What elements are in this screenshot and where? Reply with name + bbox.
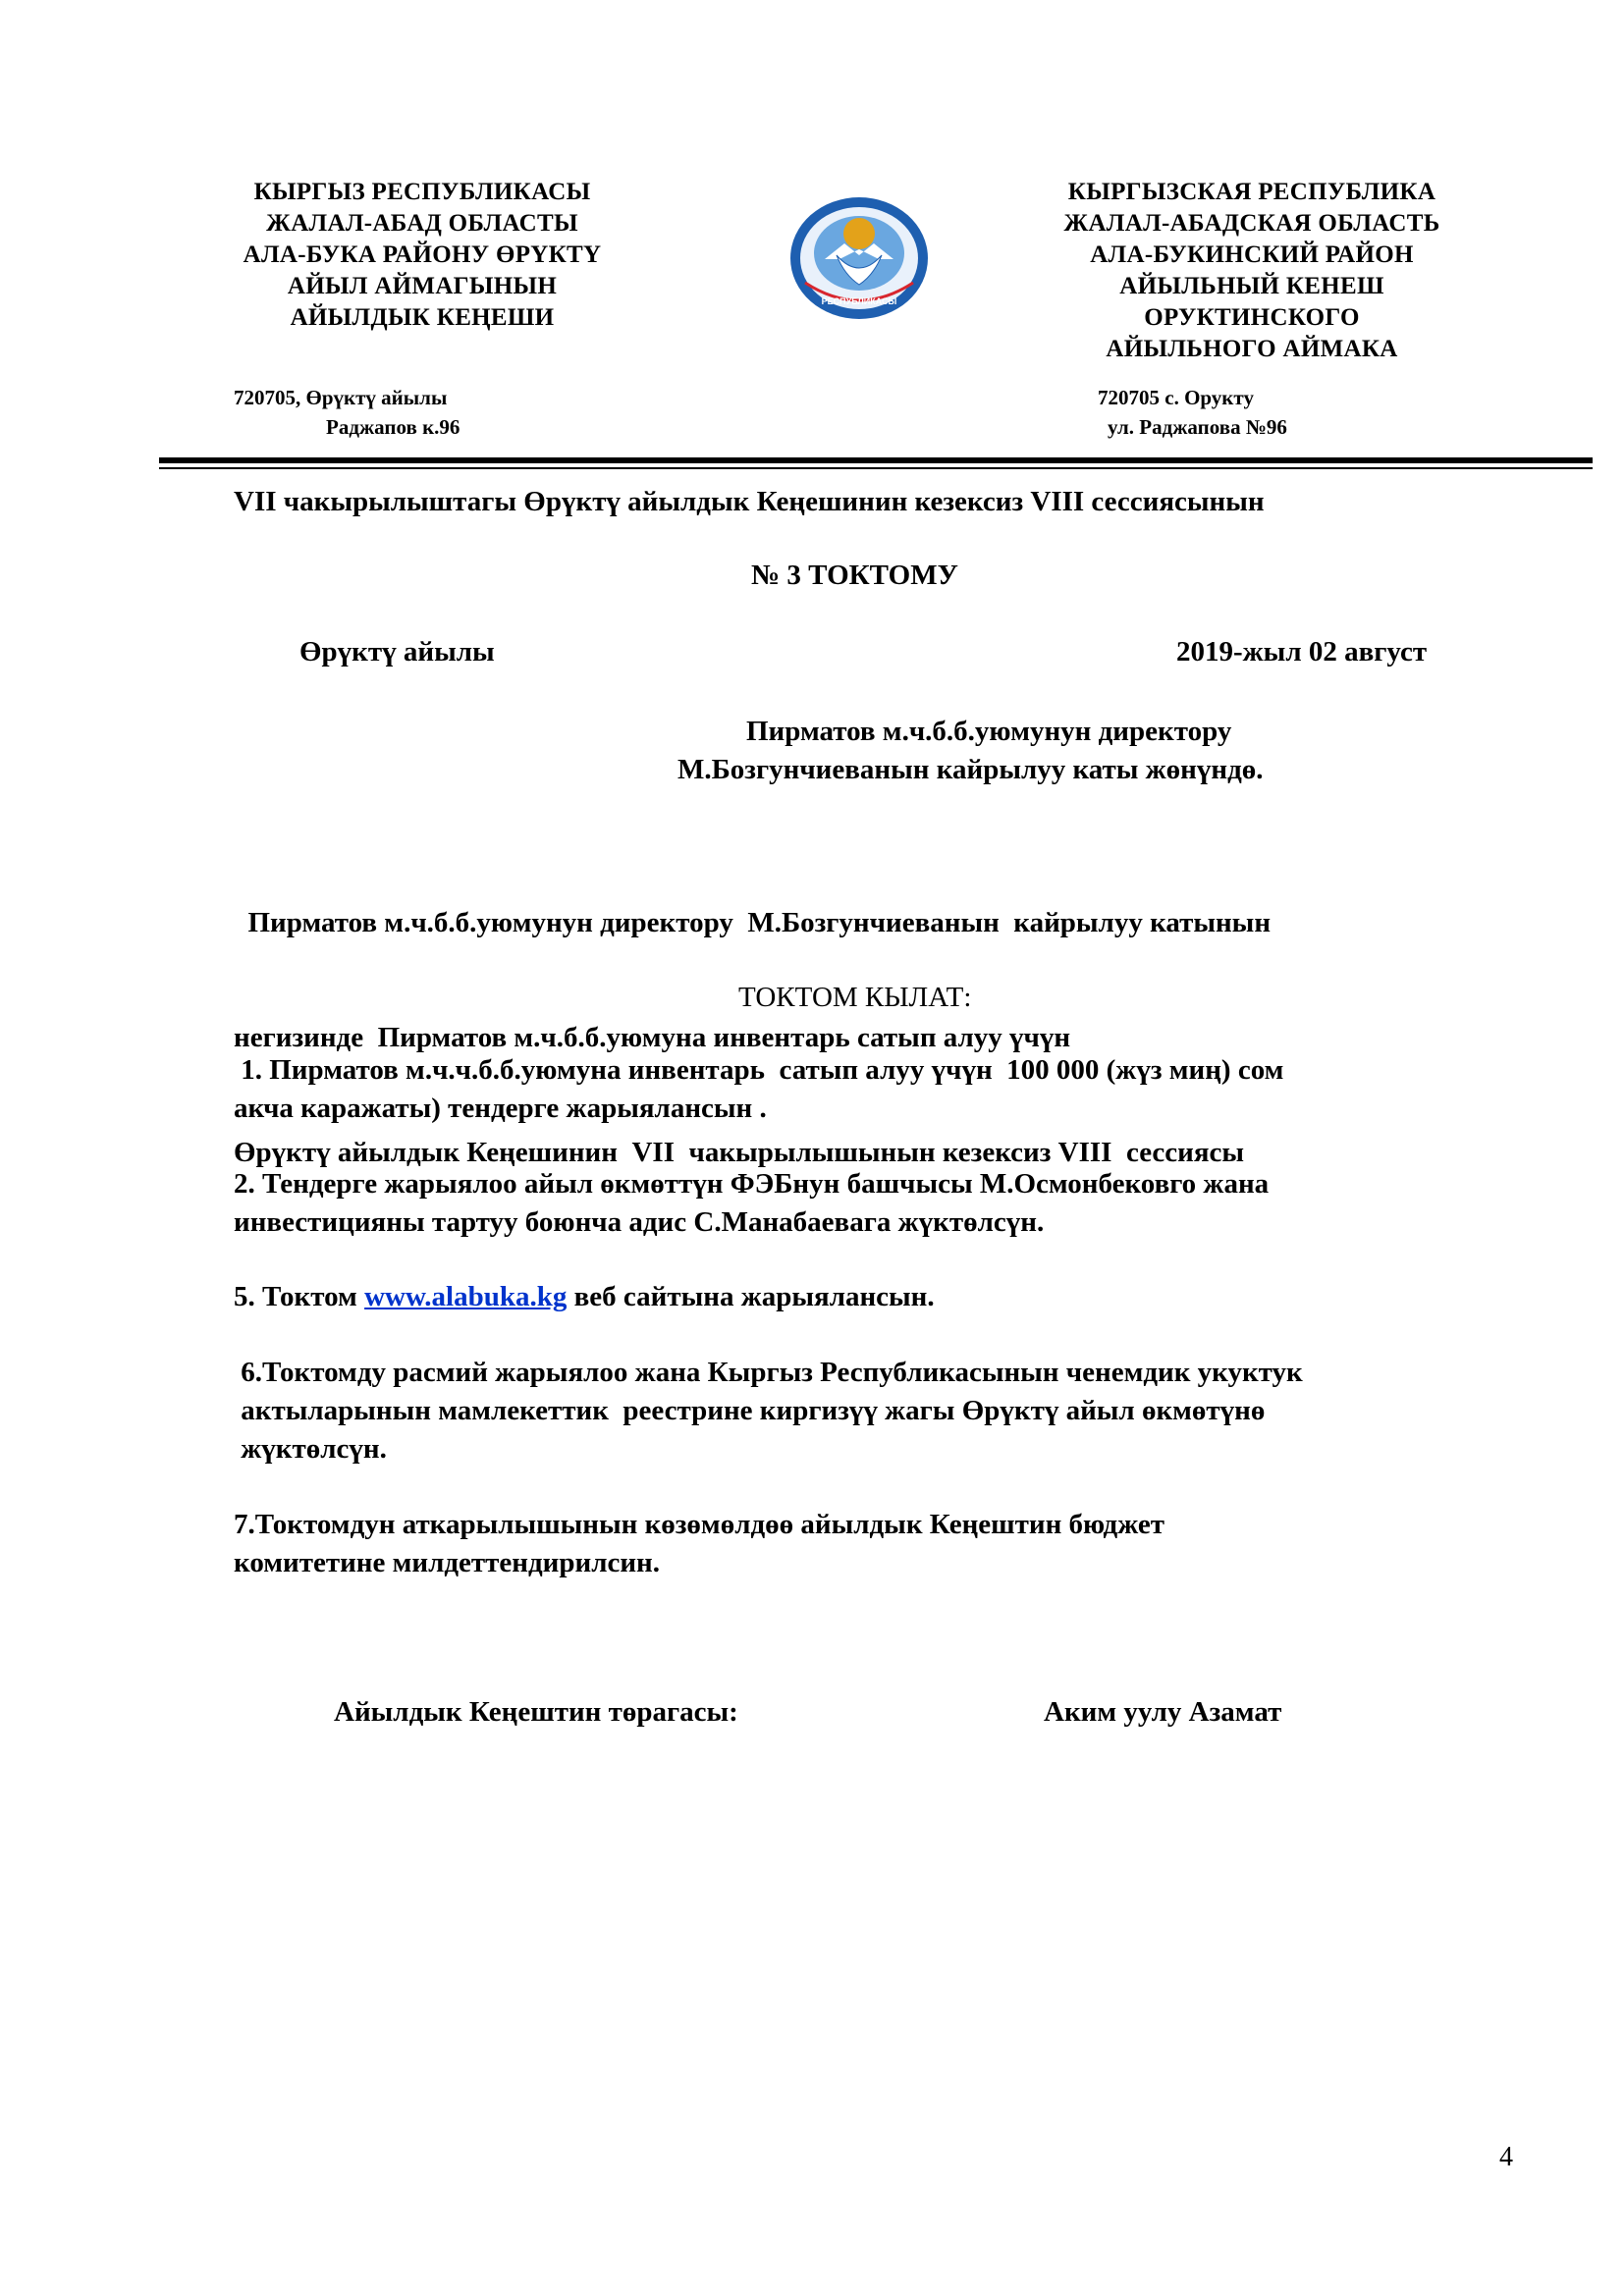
item-6-line: 6.Токтомду расмий жарыялоо жана Кыргыз Республикасынын ченемдик укуктук [234,1357,1303,1388]
emblem-icon [785,194,933,322]
item-5-suffix: веб сайтына жарыялансын. [567,1281,935,1312]
header-right-line: ЖАЛАЛ-АБАДСКАЯ ОБЛАСТЬ [1063,210,1440,237]
item-1 [234,1051,1283,1128]
item-7 [234,1506,1164,1582]
header-divider-thin [159,467,1593,469]
signature-title: Айылдык Кеңештин төрагасы: [334,1696,738,1728]
subject-line: М.Бозгунчиеванын кайрылуу каты жөнүндө. [677,754,1264,785]
header-right-line: ОРУКТИНСКОГО [1144,304,1360,331]
session-title: VII чакырылыштагы Өрүктү айылдык Кеңешинин кезексиз VIII сессиясынын [234,486,1265,517]
header-divider-thick [159,457,1593,463]
item-6 [234,1354,1303,1468]
item-7-line: комитетине милдеттендирилсин. [234,1547,661,1578]
item-2-line: инвестицияны тартуу боюнча адис С.Манабаевага жүктөлсүн. [234,1206,1045,1238]
website-link[interactable]: www.alabuka.kg [364,1281,568,1312]
preamble-line: Пирматов м.ч.б.б.уюмунун директору М.Бозгунчиеванын кайрылуу катынын [234,907,1272,938]
header-left-line: АЙЫЛДЫК КЕҢЕШИ [290,304,555,331]
item-5 [234,1278,935,1316]
signature-name: Аким уулу Азамат [1044,1696,1282,1728]
right-address-line: 720705 с. Орукту [1098,386,1254,409]
header-right [1006,177,1497,365]
right-address-line: ул. Раджапова №96 [1108,415,1287,439]
header-left-line: АЛА-БУКА РАЙОНУ ӨРҮКТҮ [243,241,602,268]
header-right-line: КЫРГЫЗСКАЯ РЕСПУБЛИКА [1067,179,1436,205]
preamble-line: негизинде Пирматов м.ч.б.б.уюмуна инвентарь сатып алуу үчүн [234,1022,1071,1053]
item-6-line: жүктөлсүн. [234,1433,387,1465]
decree-title: № 3 ТОКТОМУ [751,560,958,591]
header-right-line: АЙЫЛЬНЫЙ КЕНЕШ [1119,273,1384,299]
subject [677,713,1264,789]
date: 2019-жыл 02 август [1176,636,1428,667]
svg-text:РЕСПУБЛИКАСЫ: РЕСПУБЛИКАСЫ [821,296,897,306]
header-right-line: АЙЫЛЬНОГО АЙМАКА [1106,336,1398,362]
header-left-line: АЙЫЛ АЙМАГЫНЫН [287,273,558,299]
header-left [196,177,648,334]
left-address-line: 720705, Өрүктү айылы [234,386,448,409]
item-1-line: 1. Пирматов м.ч.ч.б.б.уюмуна инвентарь сатып алуу үчүн 100 000 (жүз миң) сом [234,1054,1284,1086]
preamble [234,828,1271,1210]
left-address-line: Раджапов к.96 [326,415,460,439]
resolve-heading: ТОКТОМ КЫЛАТ: [738,982,972,1013]
right-address [1098,383,1471,442]
header-left-line: КЫРГЫЗ РЕСПУБЛИКАСЫ [253,179,591,205]
preamble-line: Өрүктү айылдык Кеңешинин VII чакырылышынын кезексиз VIII сессиясы [234,1137,1245,1168]
item-2-line: 2. Тендерге жарыялоо айыл өкмөттүн ФЭБнун башчысы М.Осмонбековго жана [234,1168,1270,1200]
page-number: 4 [1499,2142,1513,2172]
item-1-line: акча каражаты) тендерге жарыялансын . [234,1093,767,1124]
item-6-line: актыларынын мамлекеттик реестрине киргизүү жагы Өрүктү айыл өкмөтүнө [234,1395,1266,1426]
subject-line: Пирматов м.ч.б.б.уюмунун директору [746,716,1232,747]
left-address [234,383,607,442]
item-2 [234,1165,1269,1242]
item-7-line: 7.Токтомдун аткарылышынын көзөмөлдөө айылдык Кеңештин бюджет [234,1509,1164,1540]
header-right-line: АЛА-БУКИНСКИЙ РАЙОН [1090,241,1414,268]
place: Өрүктү айылы [299,636,495,667]
item-5-prefix: 5. Токтом [234,1281,365,1312]
header-left-line: ЖАЛАЛ-АБАД ОБЛАСТЫ [266,210,578,237]
